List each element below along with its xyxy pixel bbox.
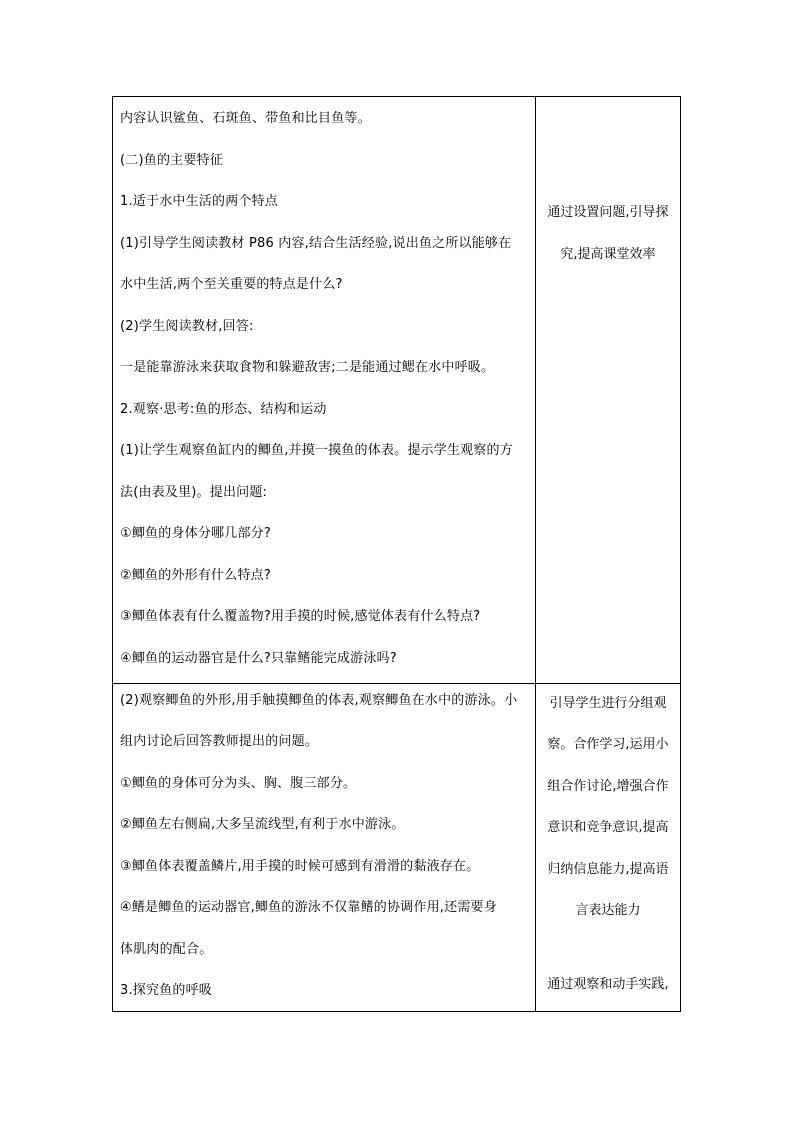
question-item: ①鲫鱼的身体分哪几部分? xyxy=(120,526,271,541)
teaching-process-cell xyxy=(113,684,536,1011)
subsection-heading: 2.观察·思考:鱼的形态、结构和运动 xyxy=(120,402,327,417)
text-line: 言表达能力 xyxy=(575,903,641,918)
answer-item: ④鳍是鲫鱼的运动器官,鲫鱼的游泳不仅靠鳍的协调作用,还需要身 xyxy=(120,900,497,915)
subsection-heading: 3.探究鱼的呼吸 xyxy=(120,983,213,998)
text-line: 水中生活,两个至关重要的特点是什么? xyxy=(120,277,343,292)
text-line: 意识和竞争意识,提高 xyxy=(547,820,669,835)
subsection-heading: 1.适于水中生活的两个特点 xyxy=(120,194,279,209)
text-line: (1)引导学生阅读教材 P86 内容,结合生活经验,说出鱼之所以能够在 xyxy=(120,236,512,251)
table-row xyxy=(113,684,680,1011)
question-item: ③鲫鱼体表有什么覆盖物?用手摸的时候,感觉体表有什么特点? xyxy=(120,609,481,624)
text-line: 一是能靠游泳来获取食物和躲避敌害;二是能通过鳃在水中呼吸。 xyxy=(120,360,495,375)
design-intent-cell xyxy=(536,97,680,683)
section-heading: (二)鱼的主要特征 xyxy=(120,153,223,168)
text-line: 究,提高课堂效率 xyxy=(560,247,656,262)
text-line: 通过观察和动手实践, xyxy=(547,977,669,992)
teaching-process-cell xyxy=(113,97,536,683)
text-line: 法(由表及里)。提出问题: xyxy=(120,485,268,500)
question-item: ②鲫鱼的外形有什么特点? xyxy=(120,568,271,583)
text-line: 引导学生进行分组观 xyxy=(549,696,667,711)
text-line: 组合作讨论,增强合作 xyxy=(547,779,669,794)
design-intent-cell xyxy=(536,684,680,1011)
text-line: 通过设置问题,引导探 xyxy=(547,205,669,220)
text-line: (1)让学生观察鱼缸内的鲫鱼,并摸一摸鱼的体表。提示学生观察的方 xyxy=(120,443,513,458)
text-line: 组内讨论后回答教师提出的问题。 xyxy=(120,734,319,749)
lesson-table xyxy=(112,96,681,1012)
answer-item: ①鲫鱼的身体可分为头、胸、腹三部分。 xyxy=(120,776,357,791)
text-line: 归纳信息能力,提高语 xyxy=(547,862,669,877)
text-line: 内容认识鲨鱼、石斑鱼、带鱼和比目鱼等。 xyxy=(120,111,371,126)
text-line: (2)观察鲫鱼的外形,用手触摸鲫鱼的体表,观察鲫鱼在水中的游泳。小 xyxy=(120,693,518,708)
question-item: ④鲫鱼的运动器官是什么?只靠鳍能完成游泳吗? xyxy=(120,651,397,666)
answer-item: ②鲫鱼左右侧扁,大多呈流线型,有利于水中游泳。 xyxy=(120,817,405,832)
text-line: 体肌肉的配合。 xyxy=(120,942,213,957)
text-line: (2)学生阅读教材,回答: xyxy=(120,319,254,334)
table-row xyxy=(113,97,680,684)
answer-item: ③鲫鱼体表覆盖鳞片,用手摸的时候可感到有滑滑的黏液存在。 xyxy=(120,859,480,874)
text-line: 察。合作学习,运用小 xyxy=(547,737,669,752)
